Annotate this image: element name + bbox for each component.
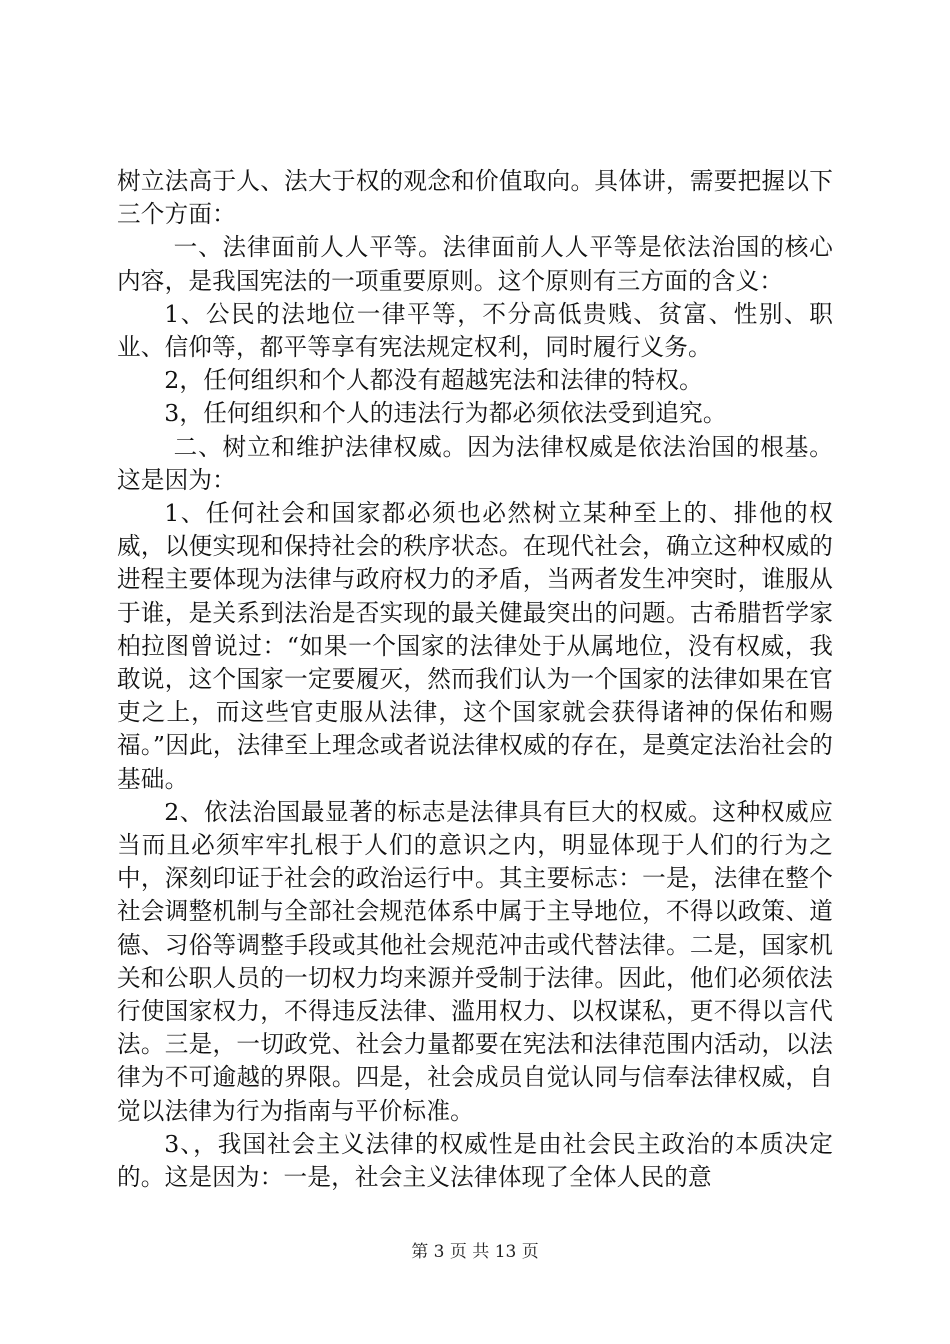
paragraph-intro: 树立法高于人、法大于权的观念和价值取向。具体讲，需要把握以下三个方面： [117,167,833,229]
paragraph-point-2-3: 3、，我国社会主义法律的权威性是由社会民主政治的本质决定的。这是因为：一是，社会主义法律体现了全体人民的意 [117,1129,833,1192]
paragraph-heading-2: 二、树立和维护法律权威。因为法律权威是依法治国的根基。这是因为： [117,432,833,494]
paragraph-point-1-2: 2，任何组织和个人都没有超越宪法和法律的特权。 [164,366,703,395]
page-footer: 第 3 页 共 13 页 [411,1242,539,1262]
paragraph-point-2-1: 1、任何社会和国家都必须也必然树立某种至上的、排他的权威，以便实现和保持社会的秩序状态。在现代社会，确立这种权威的进程主要体现为法律与政府权力的矛盾，当两者发生冲突时，谁服从于谁，是关系到法治是否实现的最关健最突出的问题。古希腊哲学家柏拉图曾说过：“如果一个国家的法律处于从属地位，没有权威，我敢说，这个国家一定要履灭，然而我们认为一个国家的法律如果在官吏之上，而这些官吏服从法律，这个国家就会获得诸神的保佑和赐福。”因此，法律至上理念或者说法律权威的存在，是奠定法治社会的基础。 [117,499,833,793]
paragraph-point-1-1: 1、公民的法地位一律平等，不分高低贵贱、贫富、性别、职业、信仰等，都平等享有宪法规定权利，同时履行义务。 [117,299,833,362]
paragraph-heading-1: 一、法律面前人人平等。法律面前人人平等是依法治国的核心内容，是我国宪法的一项重要原则。这个原则有三方面的含义： [117,233,833,295]
paragraph-point-2-2: 2、依法治国最显著的标志是法律具有巨大的权威。这种权威应当而且必须牢牢扎根于人们的意识之内，明显体现于人们的行为之中，深刻印证于社会的政治运行中。其主要标志：一是，法律在整个社会调整机制与全部社会规范体系中属于主导地位，不得以政策、道德、习俗等调整手段或其他社会规范冲击或代替法律。二是，国家机关和公职人员的一切权力均来源并受制于法律。因此，他们必须依法行使国家权力，不得违反法律、滥用权力、以权谋私，更不得以言代法。三是，一切政党、社会力量都要在宪法和法律范围内活动，以法律为不可逾越的界限。四是，社会成员自觉认同与信奉法律权威，自觉以法律为行为指南与平价标准。 [117,797,833,1125]
document-body [117,165,833,1194]
paragraph-point-1-3: 3，任何组织和个人的违法行为都必须依法受到追究。 [164,399,727,428]
